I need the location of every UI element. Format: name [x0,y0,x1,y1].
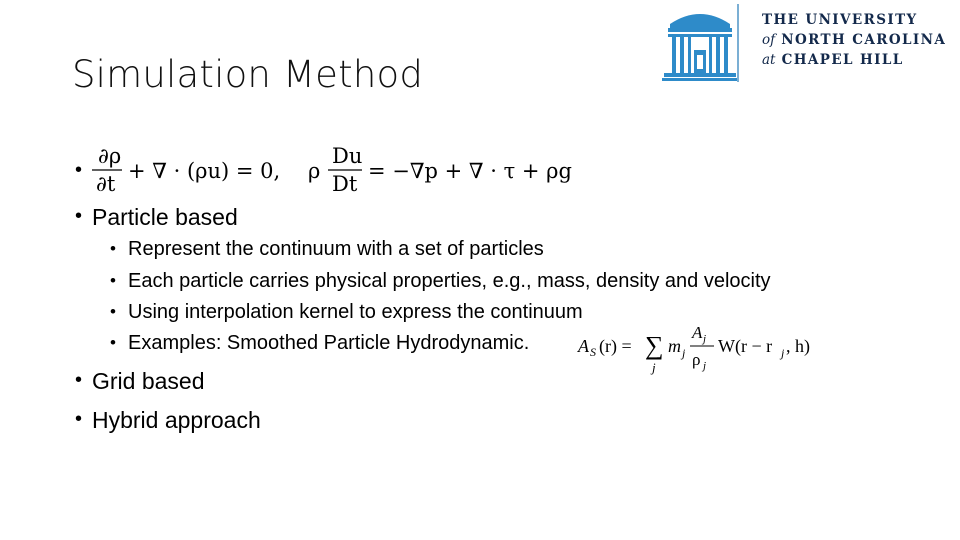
sph-kernel: W(r − r [718,336,773,356]
bullet-hybrid-approach [75,407,261,433]
sph-kernel-sub: j [781,346,785,360]
continuity-denominator: ∂t [96,172,116,196]
sph-interpolation-formula [578,318,818,379]
bullet-text: Grid based [92,368,205,394]
bullet-text: Particle based [92,204,238,230]
sph-mass: m [668,336,681,356]
sph-lhs: A [578,336,589,356]
sub-bullet-properties [110,270,771,292]
bullet-dot: • [110,271,116,290]
sph-sum-index: j [652,360,656,375]
bullet-dot: • [75,159,83,181]
logo-line-3-main: CHAPEL HILL [781,52,904,68]
bullet-grid-based [75,368,205,394]
sph-mass-sub: j [682,346,686,360]
logo-line-2-prefix: of [762,32,776,48]
logo-wordmark [762,10,946,70]
bullet-dot: • [75,369,83,391]
logo-divider [737,4,739,82]
sub-bullet-text: Each particle carries physical properties, e.g., mass, density and velocity [128,270,771,292]
sub-bullet-examples [110,332,530,354]
sph-sum: ∑ [645,331,664,360]
sph-frac-den: ρ [692,350,701,369]
sub-bullet-represent [110,238,544,260]
logo-line-3 [762,50,946,70]
sph-frac-num: A [692,323,703,342]
continuity-numerator: ∂ρ [98,144,122,168]
bullet-dot: • [110,239,116,258]
logo-line-2 [762,30,946,50]
momentum-numerator: Du [332,144,363,168]
sph-lhs-arg: (r) = [599,336,632,356]
bullet-particle-based [75,204,238,230]
momentum-factor: ρ [308,159,321,183]
sph-frac-den-sub: j [703,360,707,372]
slide-title: Simulation Method [72,53,424,96]
bullet-dot: • [75,408,83,430]
logo-line-2-main: NORTH CAROLINA [781,32,947,48]
bullet-dot: • [110,333,116,352]
sub-bullet-kernel [110,301,583,323]
sub-bullet-text: Examples: Smoothed Particle Hydrodynamic. [128,332,530,354]
bullet-dot: • [75,205,83,227]
bullet-dot: • [110,302,116,321]
bullet-text: Hybrid approach [92,407,261,433]
sph-lhs-sub: S [590,345,596,359]
navier-stokes-equation [92,145,612,195]
logo-line-3-prefix: at [762,52,776,68]
sph-frac-num-sub: j [703,333,707,345]
sph-kernel-tail: , h) [786,336,810,356]
momentum-denominator: Dt [332,172,358,196]
momentum-rhs: = −∇p + ∇ · τ + ρg [368,159,572,183]
logo-line-1: THE UNIVERSITY [762,12,918,28]
continuity-rest: + ∇ · (ρu) = 0, [128,159,281,183]
sub-bullet-text: Using interpolation kernel to express the continuum [128,301,583,323]
sub-bullet-text: Represent the continuum with a set of particles [128,238,544,260]
